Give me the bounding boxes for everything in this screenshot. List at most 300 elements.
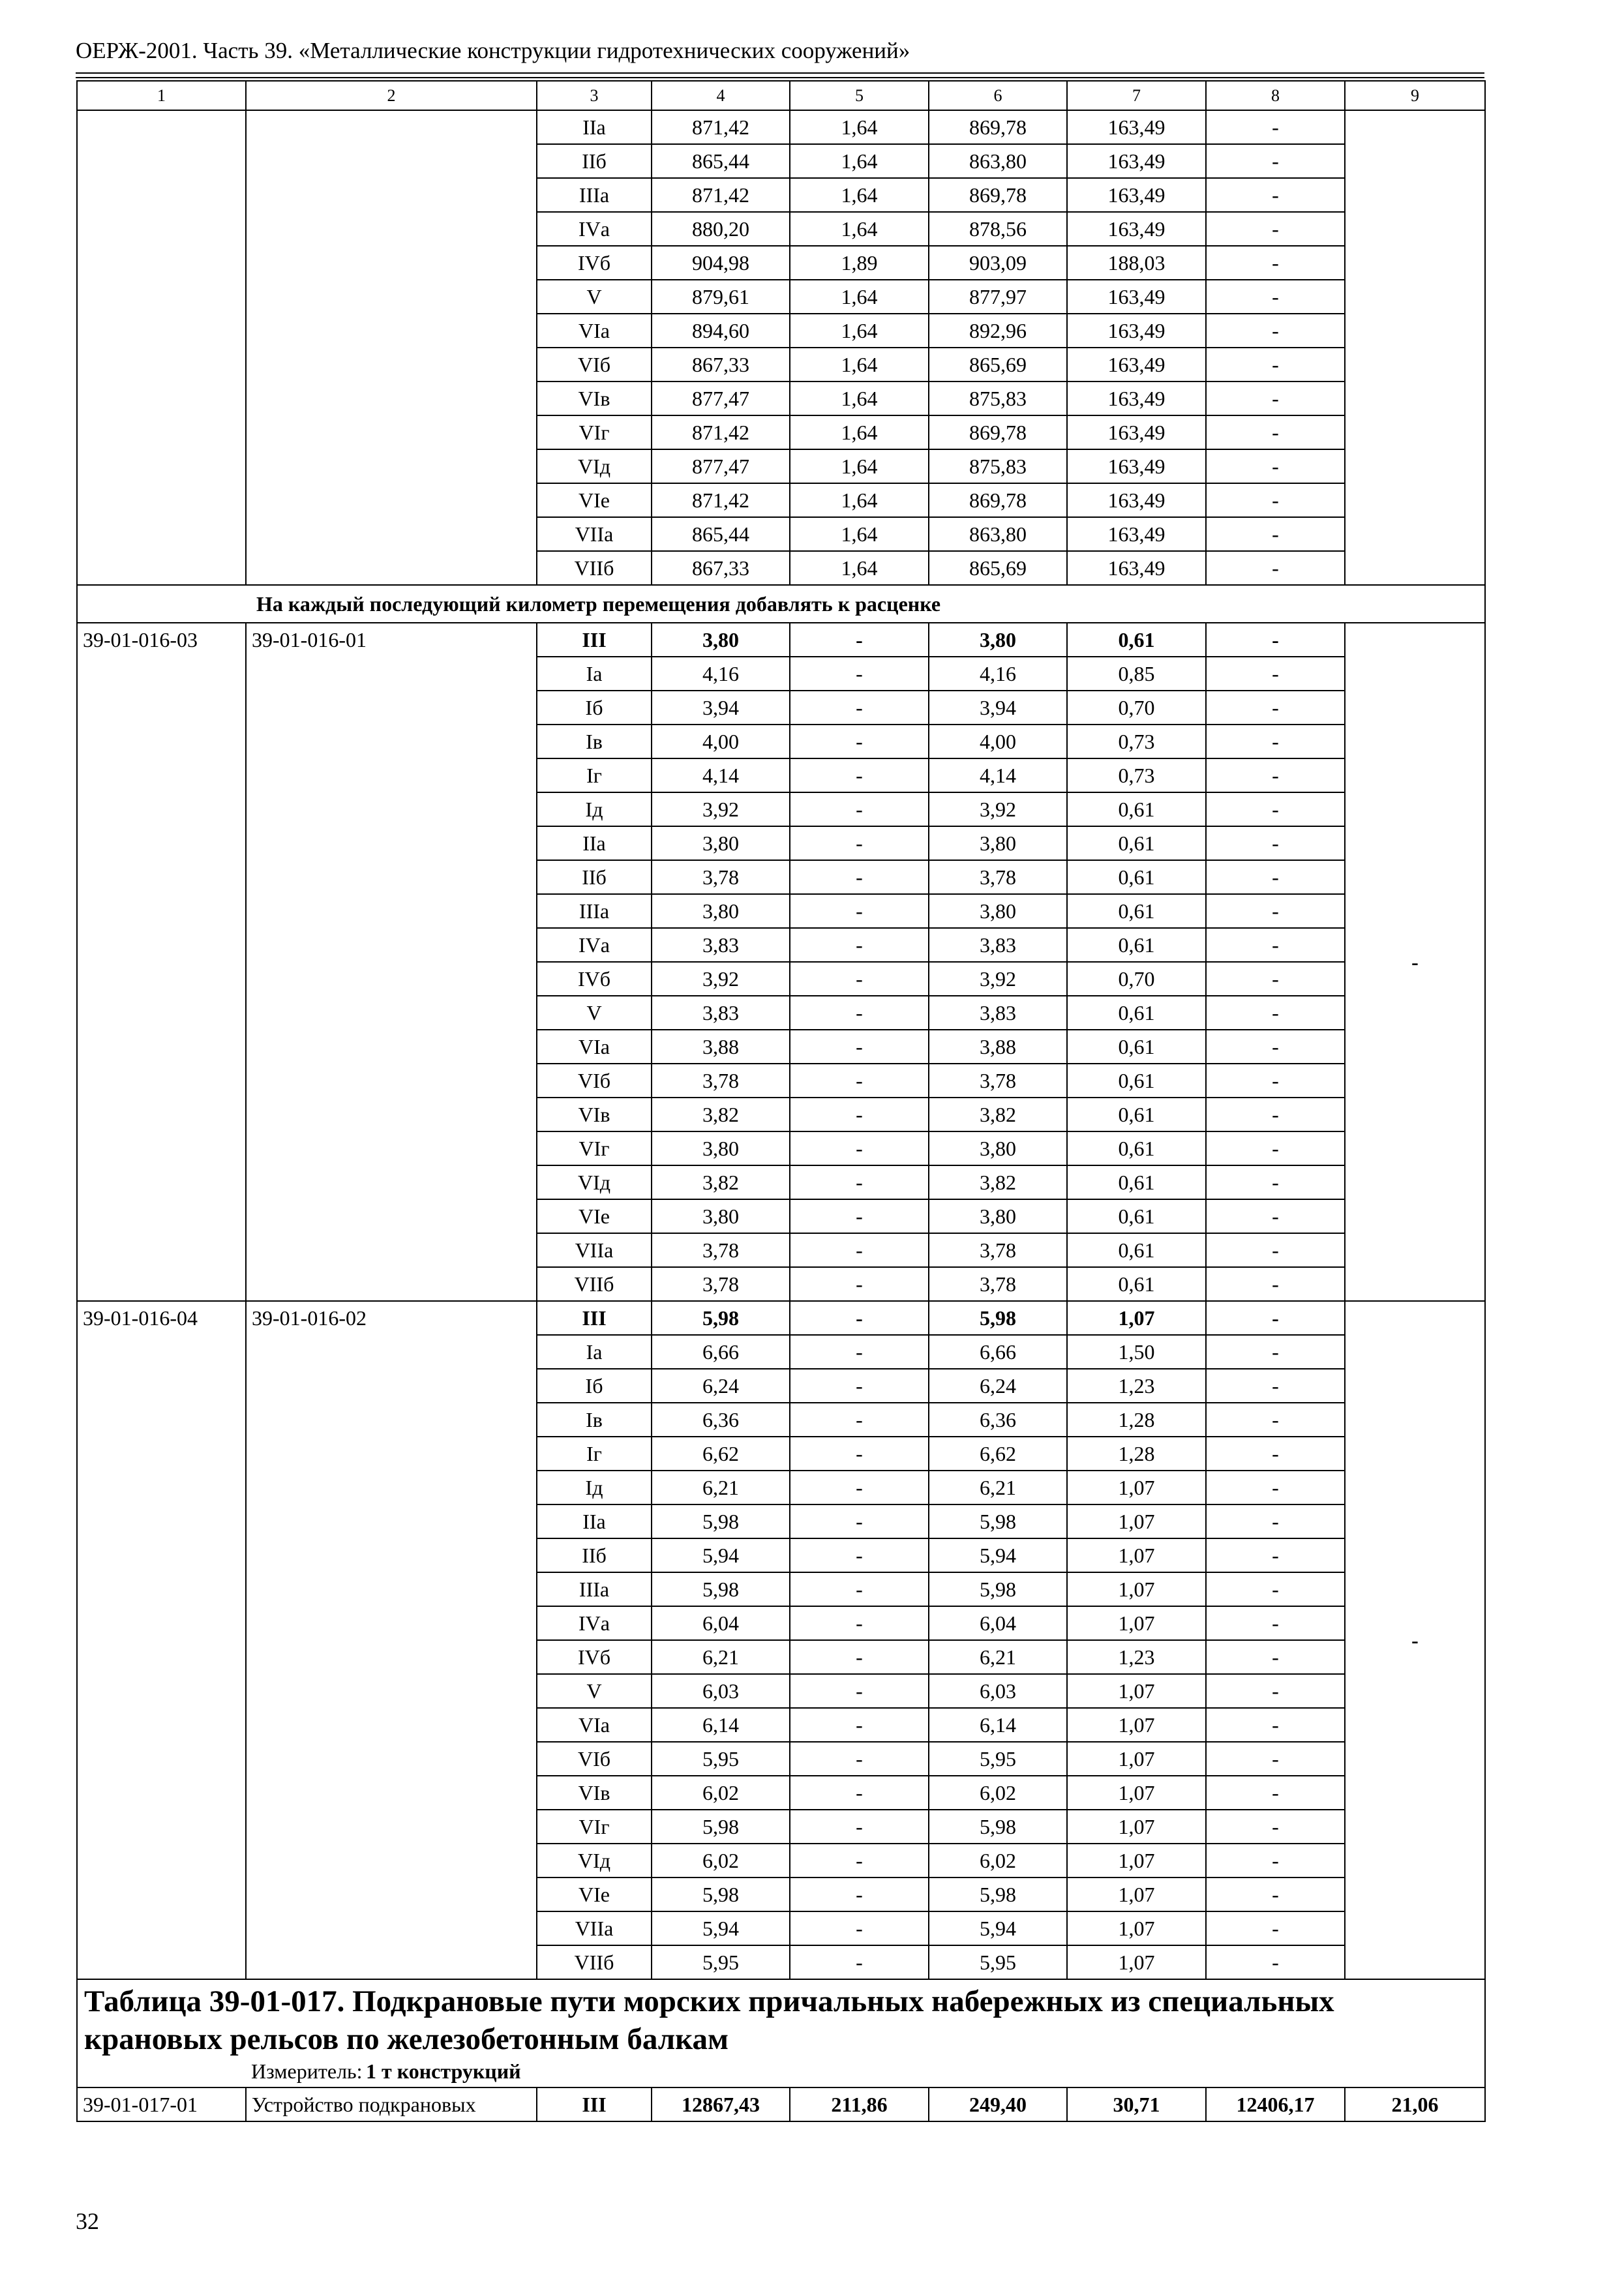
table-cell: 163,49: [1067, 415, 1206, 449]
table-cell: 1,28: [1067, 1437, 1206, 1471]
table-cell: -: [1206, 1572, 1345, 1606]
table-cell: -: [790, 1403, 929, 1437]
column-number: 2: [246, 81, 537, 110]
table-cell: III: [537, 2087, 652, 2121]
table-cell: 4,16: [929, 657, 1067, 691]
table-cell: 0,61: [1067, 928, 1206, 962]
page-number: 32: [76, 2208, 99, 2234]
table-cell: 12406,17: [1206, 2087, 1345, 2121]
table-cell: 1,64: [790, 178, 929, 212]
table-cell: 4,00: [652, 725, 790, 758]
table-cell: 1,07: [1067, 1538, 1206, 1572]
table-cell: -: [790, 1233, 929, 1267]
table-cell: -: [1206, 1131, 1345, 1165]
table-cell: 3,83: [652, 928, 790, 962]
table-row-main: [77, 1301, 1485, 1335]
base-cell: [246, 110, 537, 585]
base-rate-code: 39-01-016-02: [246, 1301, 537, 1979]
table-cell: -: [790, 623, 929, 657]
table-cell: IIа: [537, 110, 652, 144]
table-cell: -: [790, 826, 929, 860]
table-title-block: [77, 1979, 1485, 2087]
table-cell: 0,61: [1067, 1131, 1206, 1165]
table-cell: 12867,43: [652, 2087, 790, 2121]
table-cell: IVа: [537, 1606, 652, 1640]
table-cell: -: [1206, 1708, 1345, 1742]
table-title-row: [77, 1979, 1485, 2087]
table-cell: -: [790, 1471, 929, 1504]
table-cell: -: [790, 1810, 929, 1844]
table-cell: -: [1206, 314, 1345, 348]
table-cell: VIб: [537, 1064, 652, 1098]
table-cell: 3,78: [929, 1267, 1067, 1301]
table-cell: 0,70: [1067, 691, 1206, 725]
table-cell: 1,64: [790, 382, 929, 415]
table-cell: 880,20: [652, 212, 790, 246]
table-cell: 39-01-017-01: [77, 2087, 246, 2121]
table-cell: -: [790, 1199, 929, 1233]
table-cell: -: [1206, 212, 1345, 246]
table-cell: VIе: [537, 483, 652, 517]
table-cell: 3,78: [652, 1064, 790, 1098]
table-cell: 30,71: [1067, 2087, 1206, 2121]
table-cell: 163,49: [1067, 517, 1206, 551]
table-cell: Iв: [537, 725, 652, 758]
table-cell: 3,83: [929, 996, 1067, 1030]
table-cell: 163,49: [1067, 483, 1206, 517]
table-cell: 0,61: [1067, 792, 1206, 826]
table-cell: 5,98: [929, 1572, 1067, 1606]
table-cell: 4,14: [652, 758, 790, 792]
column-number: 5: [790, 81, 929, 110]
rate-code: 39-01-016-03: [77, 623, 246, 1301]
table-cell: 21,06: [1345, 2087, 1485, 2121]
table-cell: -: [1206, 623, 1345, 657]
table-cell: 5,94: [929, 1538, 1067, 1572]
table-cell: -: [790, 1098, 929, 1131]
table-cell: III: [537, 623, 652, 657]
table-cell: -: [790, 1437, 929, 1471]
table-cell: 3,88: [929, 1030, 1067, 1064]
table-cell: 1,07: [1067, 1674, 1206, 1708]
table-cell: 1,64: [790, 348, 929, 382]
table-cell: 0,61: [1067, 1165, 1206, 1199]
table-cell: -: [1206, 449, 1345, 483]
table-cell: 5,95: [652, 1945, 790, 1979]
table-row-main: [77, 623, 1485, 657]
table-cell: VIв: [537, 1776, 652, 1810]
table-cell: 1,07: [1067, 1708, 1206, 1742]
table-cell: -: [1206, 758, 1345, 792]
table-cell: 865,44: [652, 517, 790, 551]
table-cell: VIа: [537, 1030, 652, 1064]
table-cell: 1,07: [1067, 1911, 1206, 1945]
table-cell: -: [790, 1064, 929, 1098]
table-cell: 871,42: [652, 178, 790, 212]
column-number: 9: [1345, 81, 1485, 110]
header-rule-inner: [76, 77, 1484, 78]
table-cell: IIб: [537, 144, 652, 178]
table-cell: IVа: [537, 928, 652, 962]
table-cell: 6,21: [652, 1471, 790, 1504]
table-cell: -: [1206, 280, 1345, 314]
table-cell: 0,73: [1067, 758, 1206, 792]
table-cell: VIд: [537, 449, 652, 483]
note-text: На каждый последующий километр перемещения добавлять к расценке: [77, 585, 1485, 623]
table-cell: 877,97: [929, 280, 1067, 314]
table-cell: 877,47: [652, 449, 790, 483]
table-cell: 1,07: [1067, 1810, 1206, 1844]
table-cell: -: [1206, 691, 1345, 725]
table-cell: -: [1345, 1301, 1485, 1979]
table-cell: Iб: [537, 691, 652, 725]
table-cell: -: [1206, 894, 1345, 928]
table-cell: -: [790, 1369, 929, 1403]
table-cell: 163,49: [1067, 382, 1206, 415]
table-cell: 163,49: [1067, 144, 1206, 178]
table-cell: -: [1206, 1878, 1345, 1911]
table-cell: 0,61: [1067, 1267, 1206, 1301]
table-cell: VIд: [537, 1844, 652, 1878]
table-cell: 3,80: [929, 894, 1067, 928]
table-cell: 0,61: [1067, 1098, 1206, 1131]
table-cell: -: [790, 1131, 929, 1165]
table-cell: -: [1206, 1810, 1345, 1844]
table-cell: IIIа: [537, 894, 652, 928]
table-cell: IVб: [537, 1640, 652, 1674]
table-cell: IIа: [537, 1504, 652, 1538]
table-cell: 1,07: [1067, 1504, 1206, 1538]
table-cell: -: [1206, 1911, 1345, 1945]
table-cell: -: [790, 1911, 929, 1945]
table-cell: 6,62: [929, 1437, 1067, 1471]
table-cell: 1,64: [790, 212, 929, 246]
table-cell: -: [1206, 110, 1345, 144]
table-cell: 3,80: [929, 1131, 1067, 1165]
table-cell: IIIа: [537, 178, 652, 212]
table-cell: 0,85: [1067, 657, 1206, 691]
table-cell: -: [790, 996, 929, 1030]
table-cell: -: [1206, 1199, 1345, 1233]
table-cell: V: [537, 1674, 652, 1708]
table-cell: -: [790, 691, 929, 725]
table-cell: 1,64: [790, 314, 929, 348]
table-cell: -: [1206, 348, 1345, 382]
table-cell: IVб: [537, 246, 652, 280]
table-title: Таблица 39-01-017. Подкрановые пути морских причальных набережных из специальных крановых рельсов по железобетонным балкам: [84, 1984, 1334, 2056]
table-cell: Iа: [537, 657, 652, 691]
table-cell: VIа: [537, 1708, 652, 1742]
table-cell: 5,98: [929, 1504, 1067, 1538]
table-cell: -: [1206, 1742, 1345, 1776]
table-cell: -: [1206, 1301, 1345, 1335]
table-cell: 3,80: [652, 826, 790, 860]
table-cell: 867,33: [652, 348, 790, 382]
table-cell: VIд: [537, 1165, 652, 1199]
table-cell: 163,49: [1067, 212, 1206, 246]
table-cell: 0,61: [1067, 1064, 1206, 1098]
table-cell: 1,50: [1067, 1335, 1206, 1369]
table-cell: 0,61: [1067, 1233, 1206, 1267]
table-cell: Iг: [537, 1437, 652, 1471]
table-cell: 0,61: [1067, 1199, 1206, 1233]
table-cell: 875,83: [929, 382, 1067, 415]
table-cell: -: [1206, 826, 1345, 860]
table-cell: 3,94: [929, 691, 1067, 725]
table-cell: -: [790, 1776, 929, 1810]
table-cell: 3,94: [652, 691, 790, 725]
table-cell: 863,80: [929, 517, 1067, 551]
table-cell: -: [790, 1878, 929, 1911]
table-cell: 1,64: [790, 551, 929, 585]
table-cell: -: [790, 928, 929, 962]
table-cell: 3,80: [652, 894, 790, 928]
table-cell: 871,42: [652, 483, 790, 517]
table-cell: -: [790, 962, 929, 996]
table-cell: VIIа: [537, 517, 652, 551]
table-cell: 1,07: [1067, 1844, 1206, 1878]
table-cell: 867,33: [652, 551, 790, 585]
table-cell: 1,89: [790, 246, 929, 280]
table-cell: 1,64: [790, 449, 929, 483]
column-number: 8: [1206, 81, 1345, 110]
table-cell: -: [1206, 1538, 1345, 1572]
table-cell: VIв: [537, 1098, 652, 1131]
table-cell: -: [1206, 1403, 1345, 1437]
table-cell: 163,49: [1067, 449, 1206, 483]
table-cell: -: [1206, 962, 1345, 996]
table-cell: III: [537, 1301, 652, 1335]
column-number: 7: [1067, 81, 1206, 110]
table-cell: Iв: [537, 1403, 652, 1437]
table-cell: 5,94: [929, 1911, 1067, 1945]
table-cell: 0,61: [1067, 996, 1206, 1030]
table-cell: 3,78: [652, 860, 790, 894]
table-cell: 3,92: [929, 792, 1067, 826]
table-cell: 6,02: [929, 1844, 1067, 1878]
table-cell: 6,02: [652, 1844, 790, 1878]
table-cell: Iг: [537, 758, 652, 792]
table-cell: 6,04: [652, 1606, 790, 1640]
table-cell: -: [1206, 483, 1345, 517]
table-cell: -: [790, 1165, 929, 1199]
table-cell: 3,78: [929, 1233, 1067, 1267]
unit-label: Измеритель:: [251, 2059, 363, 2083]
table-cell: 865,44: [652, 144, 790, 178]
rates-table-body: [77, 81, 1485, 2121]
table-cell: Iд: [537, 1471, 652, 1504]
table-cell: -: [1345, 623, 1485, 1301]
table-cell: -: [790, 758, 929, 792]
table-cell: 6,02: [652, 1776, 790, 1810]
table-cell: 903,09: [929, 246, 1067, 280]
column-number: 3: [537, 81, 652, 110]
table-cell: 3,92: [652, 792, 790, 826]
table-cell: 3,88: [652, 1030, 790, 1064]
table-cell: -: [790, 1030, 929, 1064]
header-rule: [76, 72, 1484, 74]
table-cell: 865,69: [929, 348, 1067, 382]
table-cell: 878,56: [929, 212, 1067, 246]
table-cell: IVа: [537, 212, 652, 246]
table-cell: 1,28: [1067, 1403, 1206, 1437]
table-cell: 5,98: [929, 1810, 1067, 1844]
table-cell: 3,78: [929, 860, 1067, 894]
table-cell: 5,98: [652, 1572, 790, 1606]
table-cell: 0,61: [1067, 894, 1206, 928]
table-cell: 1,07: [1067, 1606, 1206, 1640]
table-cell: -: [790, 1538, 929, 1572]
table-cell: Iд: [537, 792, 652, 826]
table-cell: 6,04: [929, 1606, 1067, 1640]
table-cell: 3,78: [652, 1233, 790, 1267]
table-cell: 5,98: [652, 1301, 790, 1335]
table-cell: 5,94: [652, 1538, 790, 1572]
unit-value: 1 т конструкций: [366, 2059, 521, 2083]
table-cell: 879,61: [652, 280, 790, 314]
table-cell: 3,82: [929, 1098, 1067, 1131]
table-cell: 163,49: [1067, 314, 1206, 348]
table-cell: 0,61: [1067, 1030, 1206, 1064]
table-cell: -: [1206, 725, 1345, 758]
column-number: 4: [652, 81, 790, 110]
table-cell: 249,40: [929, 2087, 1067, 2121]
table-cell: -: [1206, 1030, 1345, 1064]
table-cell: -: [1206, 1471, 1345, 1504]
table-cell: 3,78: [652, 1267, 790, 1301]
table-cell: 0,61: [1067, 860, 1206, 894]
table-cell: 3,80: [652, 1199, 790, 1233]
table-cell: 871,42: [652, 415, 790, 449]
table-cell: -: [1206, 1674, 1345, 1708]
table-cell: 3,92: [929, 962, 1067, 996]
table-cell: 6,03: [929, 1674, 1067, 1708]
table-cell: VIIа: [537, 1911, 652, 1945]
table-cell: 1,07: [1067, 1301, 1206, 1335]
table-cell: -: [790, 1844, 929, 1878]
table-cell: -: [1206, 1335, 1345, 1369]
table-cell: 3,82: [652, 1098, 790, 1131]
unit-line: [84, 2058, 1478, 2084]
rate-code: 39-01-016-04: [77, 1301, 246, 1979]
table-cell: 1,07: [1067, 1878, 1206, 1911]
table-cell: 163,49: [1067, 348, 1206, 382]
table-cell: VIб: [537, 1742, 652, 1776]
rates-table: [76, 80, 1486, 2122]
table-cell: 6,21: [929, 1640, 1067, 1674]
table-row-main: [77, 2087, 1485, 2121]
table-cell: 1,64: [790, 110, 929, 144]
table-cell: 4,00: [929, 725, 1067, 758]
table-cell: -: [1206, 1437, 1345, 1471]
table-cell: -: [1206, 1098, 1345, 1131]
table-cell: 211,86: [790, 2087, 929, 2121]
table-cell: 188,03: [1067, 246, 1206, 280]
table-cell: 5,95: [652, 1742, 790, 1776]
table-cell: 1,07: [1067, 1572, 1206, 1606]
table-cell: -: [1206, 551, 1345, 585]
table-cell: VIб: [537, 348, 652, 382]
table-cell: VIе: [537, 1199, 652, 1233]
table-cell: -: [790, 860, 929, 894]
table-cell: 1,64: [790, 483, 929, 517]
table-cell: 1,07: [1067, 1471, 1206, 1504]
table-cell: IIа: [537, 826, 652, 860]
table-cell: -: [1206, 1844, 1345, 1878]
table-cell: -: [1206, 1165, 1345, 1199]
table-cell: 1,07: [1067, 1776, 1206, 1810]
table-cell: 1,07: [1067, 1742, 1206, 1776]
table-cell: VIIб: [537, 1945, 652, 1979]
table-cell: VIIб: [537, 551, 652, 585]
table-cell: 5,98: [929, 1301, 1067, 1335]
table-row: [77, 110, 1485, 144]
table-cell: 3,80: [929, 826, 1067, 860]
table-cell: 3,80: [652, 1131, 790, 1165]
table-cell: IIIа: [537, 1572, 652, 1606]
column-number: 1: [77, 81, 246, 110]
table-cell: 3,82: [652, 1165, 790, 1199]
table-cell: 904,98: [652, 246, 790, 280]
table-cell: -: [1206, 1369, 1345, 1403]
table-cell: 869,78: [929, 178, 1067, 212]
table-cell: 6,03: [652, 1674, 790, 1708]
table-cell: V: [537, 996, 652, 1030]
table-cell: 6,02: [929, 1776, 1067, 1810]
table-cell: 5,94: [652, 1911, 790, 1945]
table-cell: -: [1206, 1504, 1345, 1538]
table-cell: Устройство подкрановых: [246, 2087, 537, 2121]
table-cell: -: [790, 1640, 929, 1674]
column-9-cell: [1345, 110, 1485, 585]
table-cell: 3,80: [929, 1199, 1067, 1233]
note-row: [77, 585, 1485, 623]
table-cell: 5,98: [652, 1878, 790, 1911]
table-cell: -: [790, 1945, 929, 1979]
table-cell: -: [790, 1572, 929, 1606]
table-cell: -: [790, 657, 929, 691]
table-cell: -: [1206, 996, 1345, 1030]
table-cell: -: [1206, 144, 1345, 178]
table-cell: 5,98: [652, 1504, 790, 1538]
table-cell: -: [1206, 1606, 1345, 1640]
table-cell: VIг: [537, 1810, 652, 1844]
table-cell: 871,42: [652, 110, 790, 144]
table-cell: VIв: [537, 382, 652, 415]
table-cell: 869,78: [929, 415, 1067, 449]
table-cell: 163,49: [1067, 551, 1206, 585]
table-cell: 5,95: [929, 1945, 1067, 1979]
table-cell: 6,14: [929, 1708, 1067, 1742]
table-cell: 5,98: [652, 1810, 790, 1844]
table-cell: VIг: [537, 1131, 652, 1165]
table-cell: IVб: [537, 962, 652, 996]
table-cell: 6,66: [652, 1335, 790, 1369]
table-cell: -: [790, 1708, 929, 1742]
table-cell: 1,64: [790, 280, 929, 314]
table-cell: -: [790, 1606, 929, 1640]
table-cell: 869,78: [929, 110, 1067, 144]
table-cell: 3,80: [929, 623, 1067, 657]
table-cell: -: [790, 1335, 929, 1369]
table-cell: VIIа: [537, 1233, 652, 1267]
table-cell: -: [1206, 860, 1345, 894]
table-cell: 869,78: [929, 483, 1067, 517]
page-header: ОЕРЖ-2001. Часть 39. «Металлические конструкции гидротехнических сооружений»: [76, 38, 910, 63]
table-cell: 0,73: [1067, 725, 1206, 758]
table-cell: 4,14: [929, 758, 1067, 792]
table-cell: 6,21: [929, 1471, 1067, 1504]
